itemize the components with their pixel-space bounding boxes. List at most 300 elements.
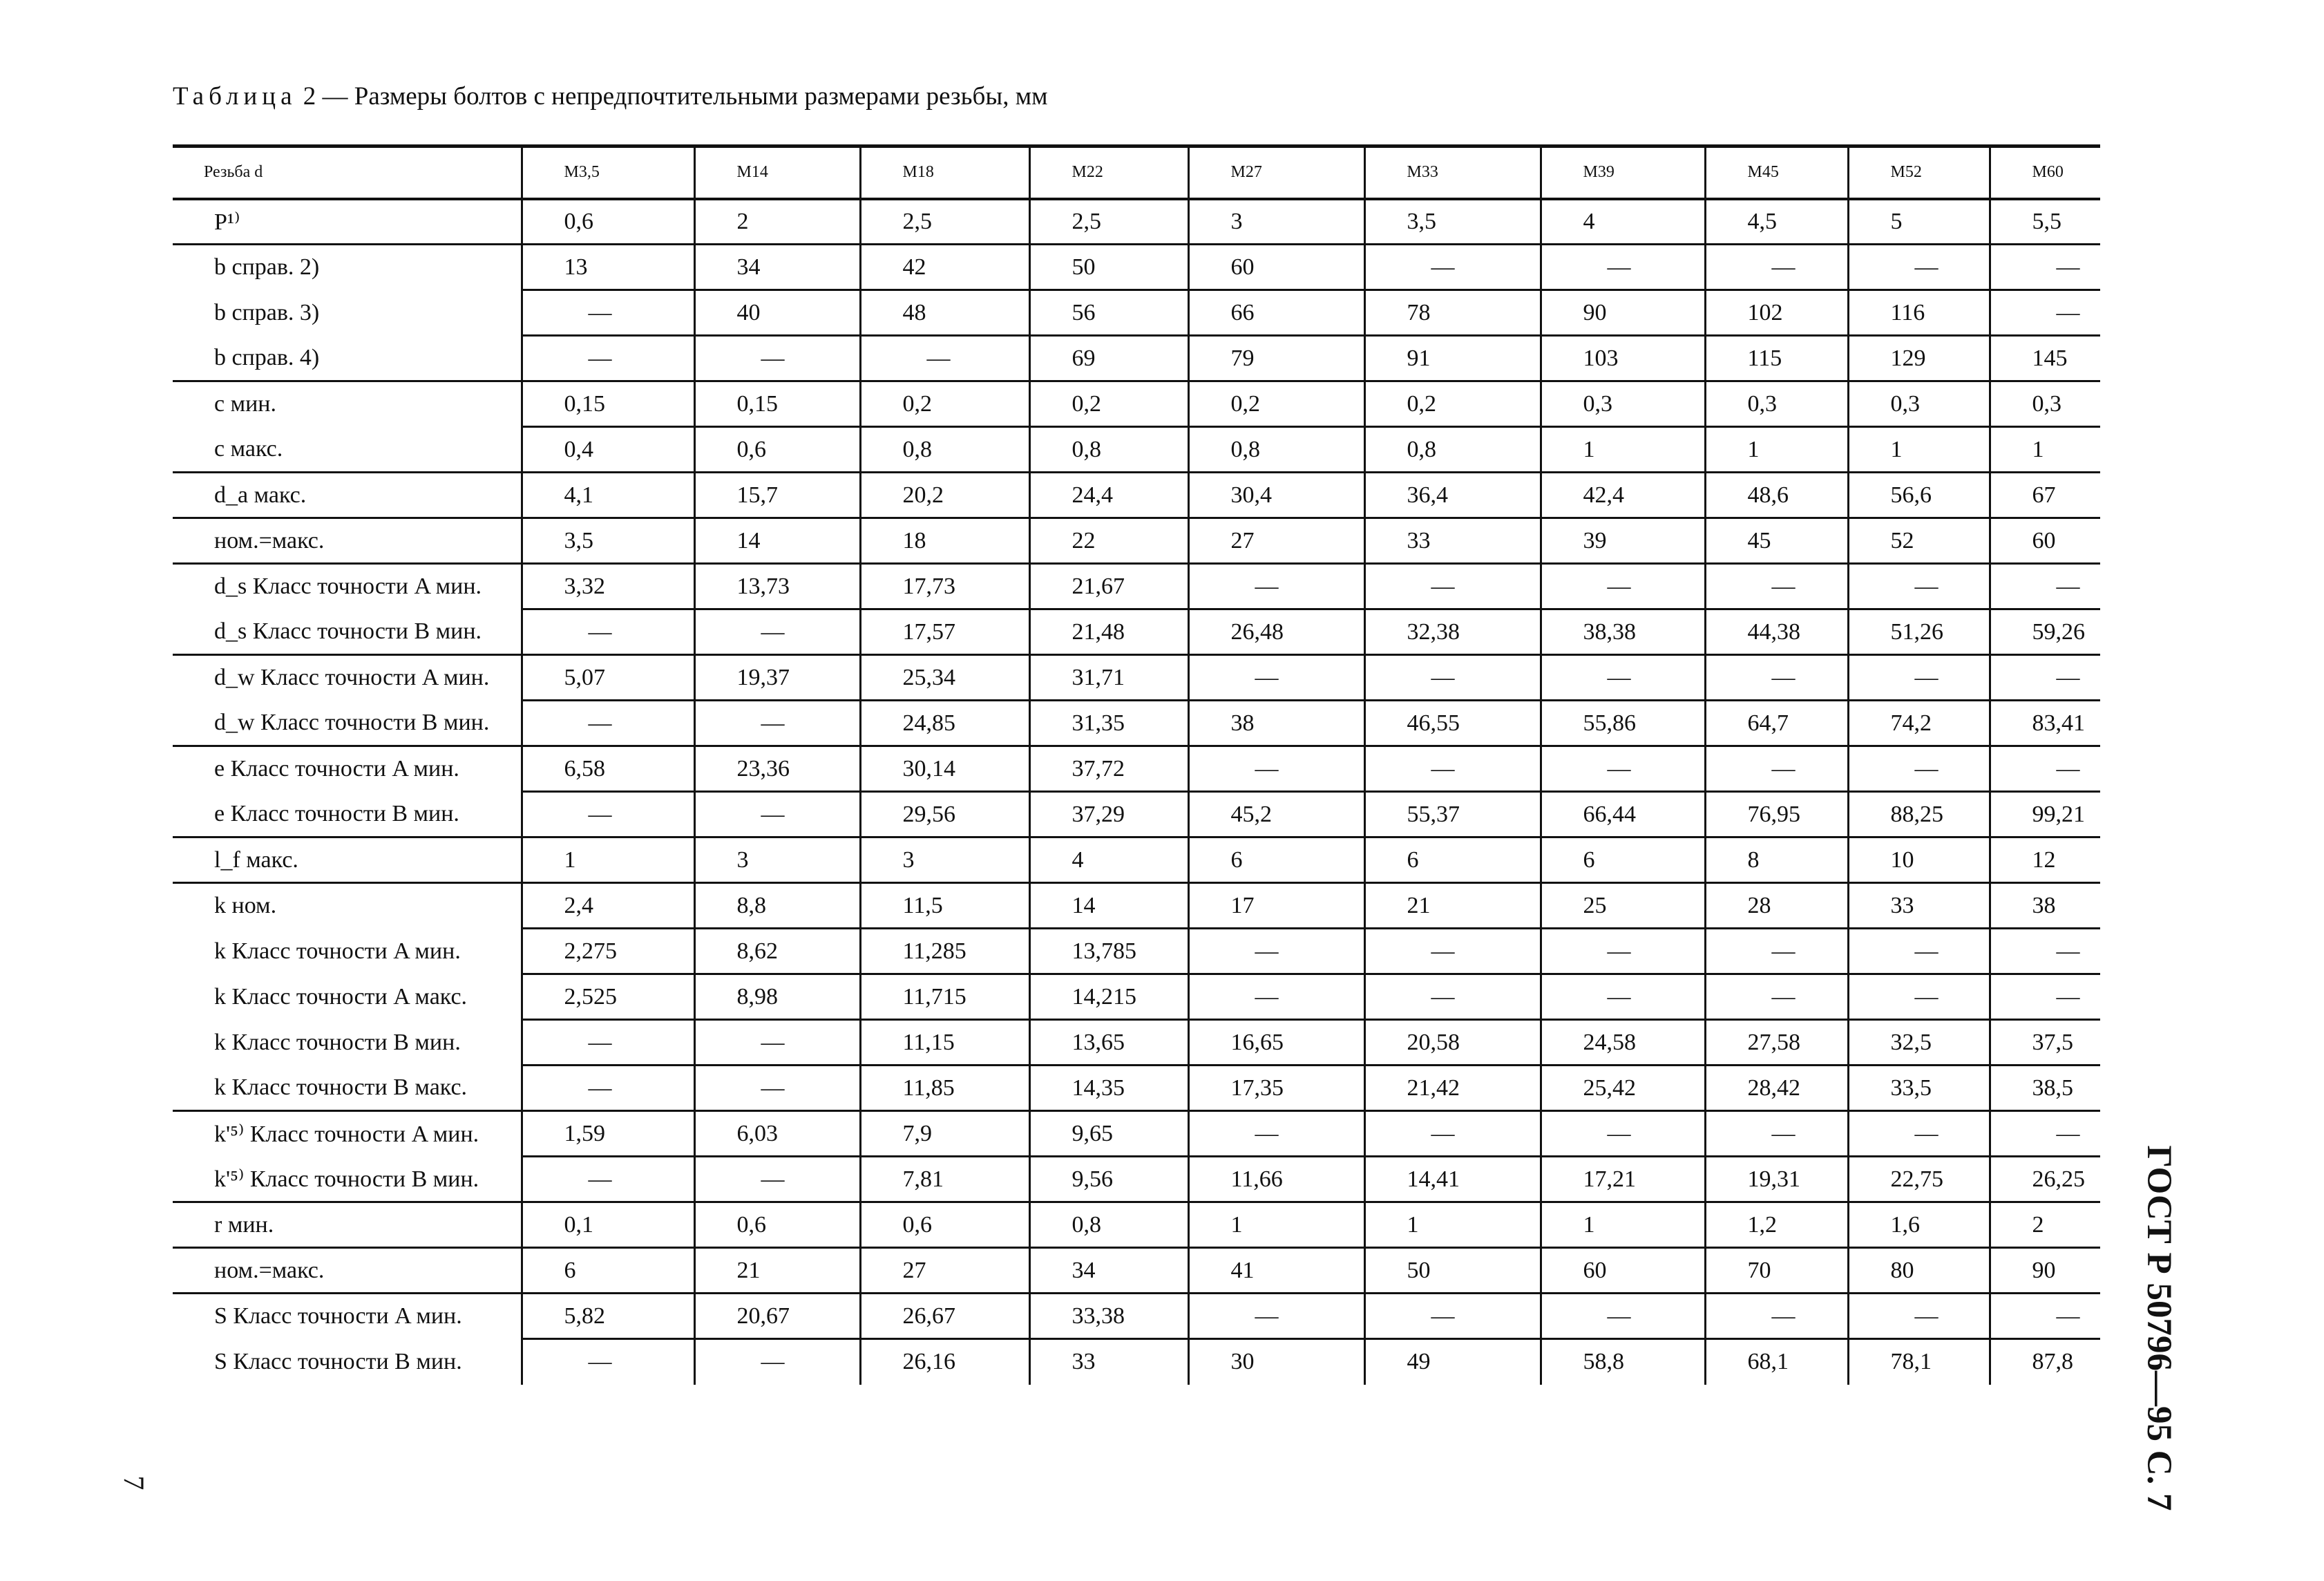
- table-cell: —: [1364, 746, 1541, 792]
- table-cell: —: [1848, 564, 1990, 609]
- table-cell: —: [1705, 564, 1848, 609]
- table-cell: 10: [1848, 837, 1990, 883]
- table-cell: 0,8: [860, 427, 1029, 473]
- table-cell: 8,8: [694, 883, 860, 929]
- column-header: M14: [694, 146, 860, 199]
- table-cell: 48,6: [1705, 473, 1848, 518]
- table-cell: 0,8: [1188, 427, 1364, 473]
- row-label: e Класс точности B мин.: [214, 800, 459, 826]
- table-cell: 48: [860, 290, 1029, 336]
- table-cell: 9,65: [1029, 1111, 1188, 1157]
- side-label-text: ГОСТ Р 50796—95 С. 7: [2140, 1145, 2178, 1511]
- table-cell: 60: [1541, 1248, 1705, 1294]
- table-row: [173, 883, 2100, 929]
- table-cell: 1: [1541, 427, 1705, 473]
- table-cell: 115: [1705, 336, 1848, 381]
- table-cell: 78,1: [1848, 1339, 1990, 1385]
- table-cell: —: [1848, 245, 1990, 290]
- table-cell: 1: [1848, 427, 1990, 473]
- column-header: M22: [1029, 146, 1188, 199]
- table-cell: —: [694, 792, 860, 837]
- table-cell: 11,285: [860, 929, 1029, 974]
- row-label: d_s Класс точности B мин.: [214, 618, 482, 644]
- table-cell: —: [1364, 564, 1541, 609]
- table-cell: 21,48: [1029, 609, 1188, 655]
- table-cell: 2,5: [860, 199, 1029, 245]
- table-cell: 30,4: [1188, 473, 1364, 518]
- table-cell: 45,2: [1188, 792, 1364, 837]
- table-row: [173, 427, 2100, 473]
- table-cell: —: [1990, 1111, 2100, 1157]
- table-cell: 24,4: [1029, 473, 1188, 518]
- table-cell: 6: [522, 1248, 694, 1294]
- table-cell: —: [1541, 1111, 1705, 1157]
- table-cell: 8,98: [694, 974, 860, 1020]
- table-cell: 30,14: [860, 746, 1029, 792]
- table-row: [173, 1202, 2100, 1248]
- table-cell: —: [1188, 974, 1364, 1020]
- table-cell: 3,5: [522, 518, 694, 564]
- table-cell: 34: [1029, 1248, 1188, 1294]
- table-cell: 29,56: [860, 792, 1029, 837]
- table-cell: 21,42: [1364, 1066, 1541, 1111]
- table-cell: —: [1188, 1111, 1364, 1157]
- table-cell: 22,75: [1848, 1157, 1990, 1202]
- table-cell: —: [522, 1339, 694, 1385]
- table-row: [173, 655, 2100, 701]
- table-cell: 103: [1541, 336, 1705, 381]
- table-cell: 42,4: [1541, 473, 1705, 518]
- table-cell: 23,36: [694, 746, 860, 792]
- table-title-word: Таблица: [173, 82, 297, 111]
- column-header: M18: [860, 146, 1029, 199]
- table-cell: 0,8: [1029, 1202, 1188, 1248]
- table-cell: 40: [694, 290, 860, 336]
- table-cell: 4,1: [522, 473, 694, 518]
- row-label: e Класс точности A мин.: [173, 746, 522, 792]
- table-cell: —: [1990, 655, 2100, 701]
- table-cell: 70: [1705, 1248, 1848, 1294]
- document-side-label: [2131, 1145, 2187, 1511]
- table-cell: 14: [694, 518, 860, 564]
- table-cell: 1,2: [1705, 1202, 1848, 1248]
- bolt-dimensions-table: [173, 144, 2100, 1385]
- table-cell: —: [1990, 564, 2100, 609]
- table-cell: 5,82: [522, 1294, 694, 1339]
- table-title-text: 2 — Размеры болтов с непредпочтительными размерами резьбы, мм: [296, 82, 1048, 111]
- table-cell: 145: [1990, 336, 2100, 381]
- table-row: [173, 701, 2100, 746]
- table-row: [173, 336, 2100, 381]
- table-cell: —: [1541, 245, 1705, 290]
- table-cell: 76,95: [1705, 792, 1848, 837]
- table-cell: —: [1848, 1111, 1990, 1157]
- table-cell: 17,35: [1188, 1066, 1364, 1111]
- table-cell: 60: [1990, 518, 2100, 564]
- table-cell: 14,35: [1029, 1066, 1188, 1111]
- row-label: c макс.: [214, 435, 283, 462]
- table-cell: 66: [1188, 290, 1364, 336]
- table-cell: 129: [1848, 336, 1990, 381]
- table-cell: 28,42: [1705, 1066, 1848, 1111]
- table-cell: 24,85: [860, 701, 1029, 746]
- table-cell: 5,5: [1990, 199, 2100, 245]
- row-label: b справ. 3): [214, 299, 320, 325]
- table-cell: 6: [1188, 837, 1364, 883]
- table-cell: —: [694, 609, 860, 655]
- table-cell: 55,37: [1364, 792, 1541, 837]
- table-cell: 33,38: [1029, 1294, 1188, 1339]
- table-cell: 2,275: [522, 929, 694, 974]
- table-cell: 33: [1848, 883, 1990, 929]
- table-row: [173, 1020, 2100, 1066]
- table-cell: —: [1705, 1294, 1848, 1339]
- table-cell: —: [1364, 929, 1541, 974]
- row-label: k'⁵⁾ Класс точности A мин.: [173, 1111, 522, 1157]
- table-cell: —: [1364, 974, 1541, 1020]
- table-cell: 8,62: [694, 929, 860, 974]
- table-cell: 31,35: [1029, 701, 1188, 746]
- row-label: P¹⁾: [173, 199, 522, 245]
- table-cell: 0,1: [522, 1202, 694, 1248]
- table-cell: 0,2: [1029, 381, 1188, 427]
- column-header: M45: [1705, 146, 1848, 199]
- table-cell: 39: [1541, 518, 1705, 564]
- table-row: [173, 381, 2100, 427]
- table-cell: 25: [1541, 883, 1705, 929]
- table-header-row: [173, 146, 2100, 199]
- table-cell: —: [1541, 1294, 1705, 1339]
- table-title: [173, 82, 1048, 111]
- table-cell: 68,1: [1705, 1339, 1848, 1385]
- table-cell: 69: [1029, 336, 1188, 381]
- table-cell: 37,72: [1029, 746, 1188, 792]
- table-cell: 26,25: [1990, 1157, 2100, 1202]
- column-header: M3,5: [522, 146, 694, 199]
- table-cell: 1,6: [1848, 1202, 1990, 1248]
- table-cell: 55,86: [1541, 701, 1705, 746]
- table-cell: 17,57: [860, 609, 1029, 655]
- table-row: [173, 837, 2100, 883]
- table-cell: 7,81: [860, 1157, 1029, 1202]
- table-cell: 50: [1029, 245, 1188, 290]
- column-header: M39: [1541, 146, 1705, 199]
- table-cell: 13,65: [1029, 1020, 1188, 1066]
- row-label: k Класс точности A макс.: [214, 983, 468, 1010]
- table-cell: 7,9: [860, 1111, 1029, 1157]
- table-cell: —: [522, 290, 694, 336]
- table-cell: 90: [1541, 290, 1705, 336]
- table-body: [173, 199, 2100, 1385]
- column-header: M60: [1990, 146, 2100, 199]
- table-cell: —: [1990, 974, 2100, 1020]
- table-cell: 74,2: [1848, 701, 1990, 746]
- table-cell: 0,2: [1364, 381, 1541, 427]
- table-cell: 14: [1029, 883, 1188, 929]
- table-cell: —: [522, 1020, 694, 1066]
- table-cell: —: [1364, 245, 1541, 290]
- table-cell: 6,03: [694, 1111, 860, 1157]
- table-cell: 11,15: [860, 1020, 1029, 1066]
- table-cell: 90: [1990, 1248, 2100, 1294]
- table-cell: 26,16: [860, 1339, 1029, 1385]
- table-cell: 0,8: [1029, 427, 1188, 473]
- table-row: [173, 290, 2100, 336]
- table-cell: 32,5: [1848, 1020, 1990, 1066]
- table-cell: —: [1990, 245, 2100, 290]
- table-cell: 12: [1990, 837, 2100, 883]
- row-label: ном.=макс.: [173, 518, 522, 564]
- table-cell: —: [1990, 746, 2100, 792]
- table-cell: 0,6: [694, 1202, 860, 1248]
- table-cell: —: [522, 336, 694, 381]
- table-cell: 16,65: [1188, 1020, 1364, 1066]
- table-row: [173, 609, 2100, 655]
- table-cell: 11,66: [1188, 1157, 1364, 1202]
- table-row: [173, 792, 2100, 837]
- table-cell: 102: [1705, 290, 1848, 336]
- table-cell: 14,41: [1364, 1157, 1541, 1202]
- table-row: [173, 473, 2100, 518]
- table-row: [173, 564, 2100, 609]
- row-label: d_s Класс точности A мин.: [173, 564, 522, 609]
- table-cell: —: [1188, 1294, 1364, 1339]
- table-row: [173, 1157, 2100, 1202]
- table-cell: 44,38: [1705, 609, 1848, 655]
- table-cell: —: [694, 701, 860, 746]
- table-cell: —: [694, 1020, 860, 1066]
- table-cell: 4,5: [1705, 199, 1848, 245]
- row-label: l_f макс.: [173, 837, 522, 883]
- table-cell: 38: [1188, 701, 1364, 746]
- table-cell: —: [1848, 974, 1990, 1020]
- table-cell: 27: [1188, 518, 1364, 564]
- table-row: [173, 1066, 2100, 1111]
- table-cell: 5: [1848, 199, 1990, 245]
- table-cell: 27,58: [1705, 1020, 1848, 1066]
- row-label: S Класс точности B мин.: [214, 1348, 462, 1374]
- table-cell: —: [1990, 929, 2100, 974]
- table-cell: 0,3: [1541, 381, 1705, 427]
- table-cell: 1: [1990, 427, 2100, 473]
- table-cell: 1: [1541, 1202, 1705, 1248]
- table-cell: —: [1990, 290, 2100, 336]
- table-cell: 6: [1364, 837, 1541, 883]
- table-cell: 24,58: [1541, 1020, 1705, 1066]
- table-cell: 78: [1364, 290, 1541, 336]
- table-cell: 21: [694, 1248, 860, 1294]
- table-cell: 8: [1705, 837, 1848, 883]
- table-cell: 34: [694, 245, 860, 290]
- table-cell: 22: [1029, 518, 1188, 564]
- table-cell: 13,73: [694, 564, 860, 609]
- table-cell: —: [694, 336, 860, 381]
- table-cell: 0,3: [1990, 381, 2100, 427]
- row-label: d_w Класс точности B мин.: [214, 709, 490, 735]
- table-cell: —: [1541, 655, 1705, 701]
- table-row: [173, 518, 2100, 564]
- table-cell: 1: [522, 837, 694, 883]
- table-row: [173, 974, 2100, 1020]
- page-number: 7: [117, 1475, 149, 1490]
- table-cell: —: [1705, 1111, 1848, 1157]
- row-label: k'⁵⁾ Класс точности B мин.: [214, 1166, 479, 1192]
- table-cell: —: [1541, 746, 1705, 792]
- table-row: [173, 1294, 2100, 1339]
- row-label: k ном.: [173, 883, 522, 929]
- table-cell: 1: [1705, 427, 1848, 473]
- table-cell: 11,715: [860, 974, 1029, 1020]
- table-cell: 66,44: [1541, 792, 1705, 837]
- column-header: M52: [1848, 146, 1990, 199]
- table-cell: 19,37: [694, 655, 860, 701]
- row-label: k Класс точности B макс.: [214, 1074, 468, 1100]
- table-cell: 14,215: [1029, 974, 1188, 1020]
- table-cell: 1: [1364, 1202, 1541, 1248]
- table-cell: 1,59: [522, 1111, 694, 1157]
- table-cell: 0,15: [694, 381, 860, 427]
- table-cell: 3: [1188, 199, 1364, 245]
- table-cell: 87,8: [1990, 1339, 2100, 1385]
- table-cell: —: [522, 701, 694, 746]
- table-cell: 2: [1990, 1202, 2100, 1248]
- table-cell: —: [1705, 245, 1848, 290]
- table-cell: 20,67: [694, 1294, 860, 1339]
- table-cell: 0,15: [522, 381, 694, 427]
- table-cell: 27: [860, 1248, 1029, 1294]
- table-cell: 45: [1705, 518, 1848, 564]
- table-cell: —: [1848, 746, 1990, 792]
- table-cell: 20,58: [1364, 1020, 1541, 1066]
- table-cell: —: [1188, 564, 1364, 609]
- table-cell: 5,07: [522, 655, 694, 701]
- column-header: M27: [1188, 146, 1364, 199]
- row-label: b справ. 4): [214, 344, 320, 370]
- table-cell: —: [1541, 929, 1705, 974]
- table-cell: 2,525: [522, 974, 694, 1020]
- row-label: k Класс точности A мин.: [214, 938, 461, 964]
- table-row: [173, 929, 2100, 974]
- table-cell: —: [1848, 929, 1990, 974]
- table-cell: 42: [860, 245, 1029, 290]
- table-cell: 26,48: [1188, 609, 1364, 655]
- table-cell: —: [860, 336, 1029, 381]
- row-label: k Класс точности B мин.: [214, 1029, 461, 1055]
- table-cell: 0,2: [860, 381, 1029, 427]
- table-cell: —: [522, 609, 694, 655]
- table-cell: 83,41: [1990, 701, 2100, 746]
- table-cell: —: [694, 1339, 860, 1385]
- table-cell: —: [1705, 974, 1848, 1020]
- table-cell: 0,6: [860, 1202, 1029, 1248]
- table-cell: —: [694, 1157, 860, 1202]
- table-cell: 38: [1990, 883, 2100, 929]
- table-row: [173, 1248, 2100, 1294]
- table-cell: 33,5: [1848, 1066, 1990, 1111]
- table-cell: 11,85: [860, 1066, 1029, 1111]
- table-cell: —: [1188, 746, 1364, 792]
- table-cell: 17,73: [860, 564, 1029, 609]
- table-cell: 91: [1364, 336, 1541, 381]
- table-cell: 25,42: [1541, 1066, 1705, 1111]
- row-label: b справ. 2): [173, 245, 522, 290]
- table-cell: 33: [1364, 518, 1541, 564]
- table-cell: 4: [1541, 199, 1705, 245]
- table-cell: 41: [1188, 1248, 1364, 1294]
- table-cell: 28: [1705, 883, 1848, 929]
- table-cell: —: [1188, 929, 1364, 974]
- table-cell: 99,21: [1990, 792, 2100, 837]
- row-label: S Класс точности A мин.: [173, 1294, 522, 1339]
- table-cell: —: [1364, 655, 1541, 701]
- table-cell: 32,38: [1364, 609, 1541, 655]
- table-cell: 19,31: [1705, 1157, 1848, 1202]
- table-cell: 21,67: [1029, 564, 1188, 609]
- table-cell: 31,71: [1029, 655, 1188, 701]
- table-cell: —: [1848, 1294, 1990, 1339]
- table-cell: —: [1705, 929, 1848, 974]
- table-cell: 30: [1188, 1339, 1364, 1385]
- table-cell: 80: [1848, 1248, 1990, 1294]
- row-label: d_w Класс точности A мин.: [173, 655, 522, 701]
- table-cell: —: [1364, 1294, 1541, 1339]
- table-cell: 0,6: [694, 427, 860, 473]
- table-cell: 33: [1029, 1339, 1188, 1385]
- table-row: [173, 1339, 2100, 1385]
- table-cell: —: [1188, 655, 1364, 701]
- table-cell: 2,4: [522, 883, 694, 929]
- row-label: c мин.: [173, 381, 522, 427]
- table-cell: 0,8: [1364, 427, 1541, 473]
- row-label: ном.=макс.: [173, 1248, 522, 1294]
- table-cell: 6: [1541, 837, 1705, 883]
- table-cell: 11,5: [860, 883, 1029, 929]
- table-cell: 0,2: [1188, 381, 1364, 427]
- table-cell: 17: [1188, 883, 1364, 929]
- table-cell: 21: [1364, 883, 1541, 929]
- table-cell: 0,3: [1848, 381, 1990, 427]
- table-cell: 25,34: [860, 655, 1029, 701]
- table-cell: 3,5: [1364, 199, 1541, 245]
- table-cell: —: [694, 1066, 860, 1111]
- row-label: d_a макс.: [173, 473, 522, 518]
- table-cell: 13: [522, 245, 694, 290]
- table-cell: 38,38: [1541, 609, 1705, 655]
- table-cell: 3,32: [522, 564, 694, 609]
- table-cell: —: [522, 792, 694, 837]
- table-row: [173, 1111, 2100, 1157]
- table-cell: 51,26: [1848, 609, 1990, 655]
- table-cell: 56: [1029, 290, 1188, 336]
- table-cell: 17,21: [1541, 1157, 1705, 1202]
- table-cell: —: [1541, 564, 1705, 609]
- table-cell: —: [1705, 655, 1848, 701]
- table-cell: —: [1364, 1111, 1541, 1157]
- table-cell: 15,7: [694, 473, 860, 518]
- table-cell: 46,55: [1364, 701, 1541, 746]
- table-cell: 6,58: [522, 746, 694, 792]
- table-cell: 0,6: [522, 199, 694, 245]
- table-row: [173, 746, 2100, 792]
- table-cell: 3: [860, 837, 1029, 883]
- table-cell: 2: [694, 199, 860, 245]
- table-cell: 1: [1188, 1202, 1364, 1248]
- table-cell: 0,3: [1705, 381, 1848, 427]
- table-cell: 58,8: [1541, 1339, 1705, 1385]
- table-cell: —: [1848, 655, 1990, 701]
- table-cell: 38,5: [1990, 1066, 2100, 1111]
- table-cell: 49: [1364, 1339, 1541, 1385]
